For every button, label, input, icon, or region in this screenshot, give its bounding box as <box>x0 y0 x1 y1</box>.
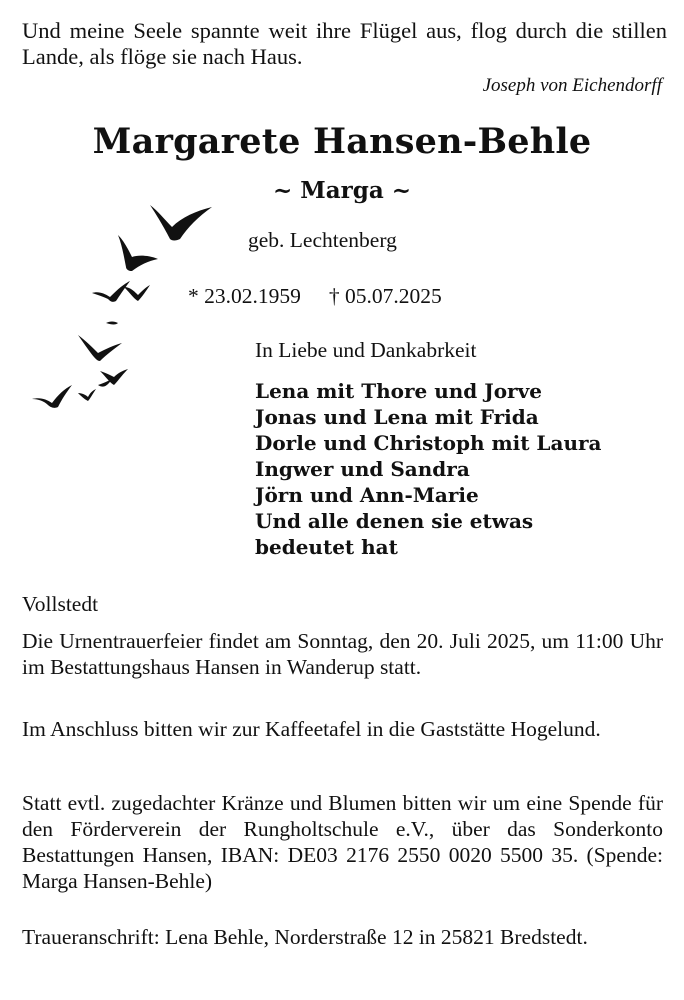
deceased-name: Margarete Hansen-Behle <box>92 121 592 162</box>
bird-icon <box>92 281 130 302</box>
mourner-line: Dorle und Christoph mit Laura <box>255 431 602 455</box>
mourning-address: Traueranschrift: Lena Behle, Norderstraße 12 in 25821 Bredstedt. <box>22 925 588 949</box>
mourners-intro: In Liebe und Dankabrkeit <box>255 338 477 362</box>
location: Vollstedt <box>22 592 99 616</box>
bird-icon <box>106 322 118 325</box>
mourner-line: bedeutet hat <box>255 535 398 559</box>
mourner-line: Jonas und Lena mit Frida <box>255 405 539 429</box>
bird-icon <box>78 335 122 361</box>
birth-name: geb. Lechtenberg <box>248 228 397 252</box>
birth-date: * 23.02.1959 <box>188 284 301 308</box>
bird-icon <box>124 285 150 301</box>
donation-notice: Statt evtl. zugedachter Kränze und Blumen bitten wir um eine Spende für den Förderverein der Rungholtschule e.V., über das Sonderkonto Bestattungen Hansen, IBAN: DE03 2176 2550 0020 5500 35. (Spende: Marga Hansen-Behle) <box>22 791 663 893</box>
death-date: † 05.07.2025 <box>328 284 442 308</box>
bird-icon <box>118 235 158 271</box>
mourner-line: Lena mit Thore und Jorve <box>255 379 542 403</box>
flying-birds-icon <box>26 195 226 420</box>
bird-icon <box>32 385 72 408</box>
mourner-line: Jörn und Ann-Marie <box>255 483 479 507</box>
life-dates <box>188 282 442 310</box>
quote-text: Und meine Seele spannte weit ihre Flügel aus, flog durch die stillen Lande, als flöge sie nach Haus. <box>22 18 667 69</box>
mourner-line: Und alle denen sie etwas <box>255 509 534 533</box>
ceremony-notice: Die Urnentrauerfeier findet am Sonntag, den 20. Juli 2025, um 11:00 Uhr im Bestattungshaus Hansen in Wanderup statt. <box>22 629 663 679</box>
quote-author: Joseph von Eichendorff <box>482 75 662 96</box>
bird-icon <box>100 369 128 385</box>
mourner-line: Ingwer und Sandra <box>255 457 470 481</box>
coffee-notice: Im Anschluss bitten wir zur Kaffeetafel in die Gaststätte Hogelund. <box>22 717 601 741</box>
mourners-list <box>255 378 675 560</box>
bird-icon <box>150 205 212 241</box>
deceased-nickname: ~ Marga ~ <box>272 177 412 204</box>
bird-icon <box>78 389 96 401</box>
